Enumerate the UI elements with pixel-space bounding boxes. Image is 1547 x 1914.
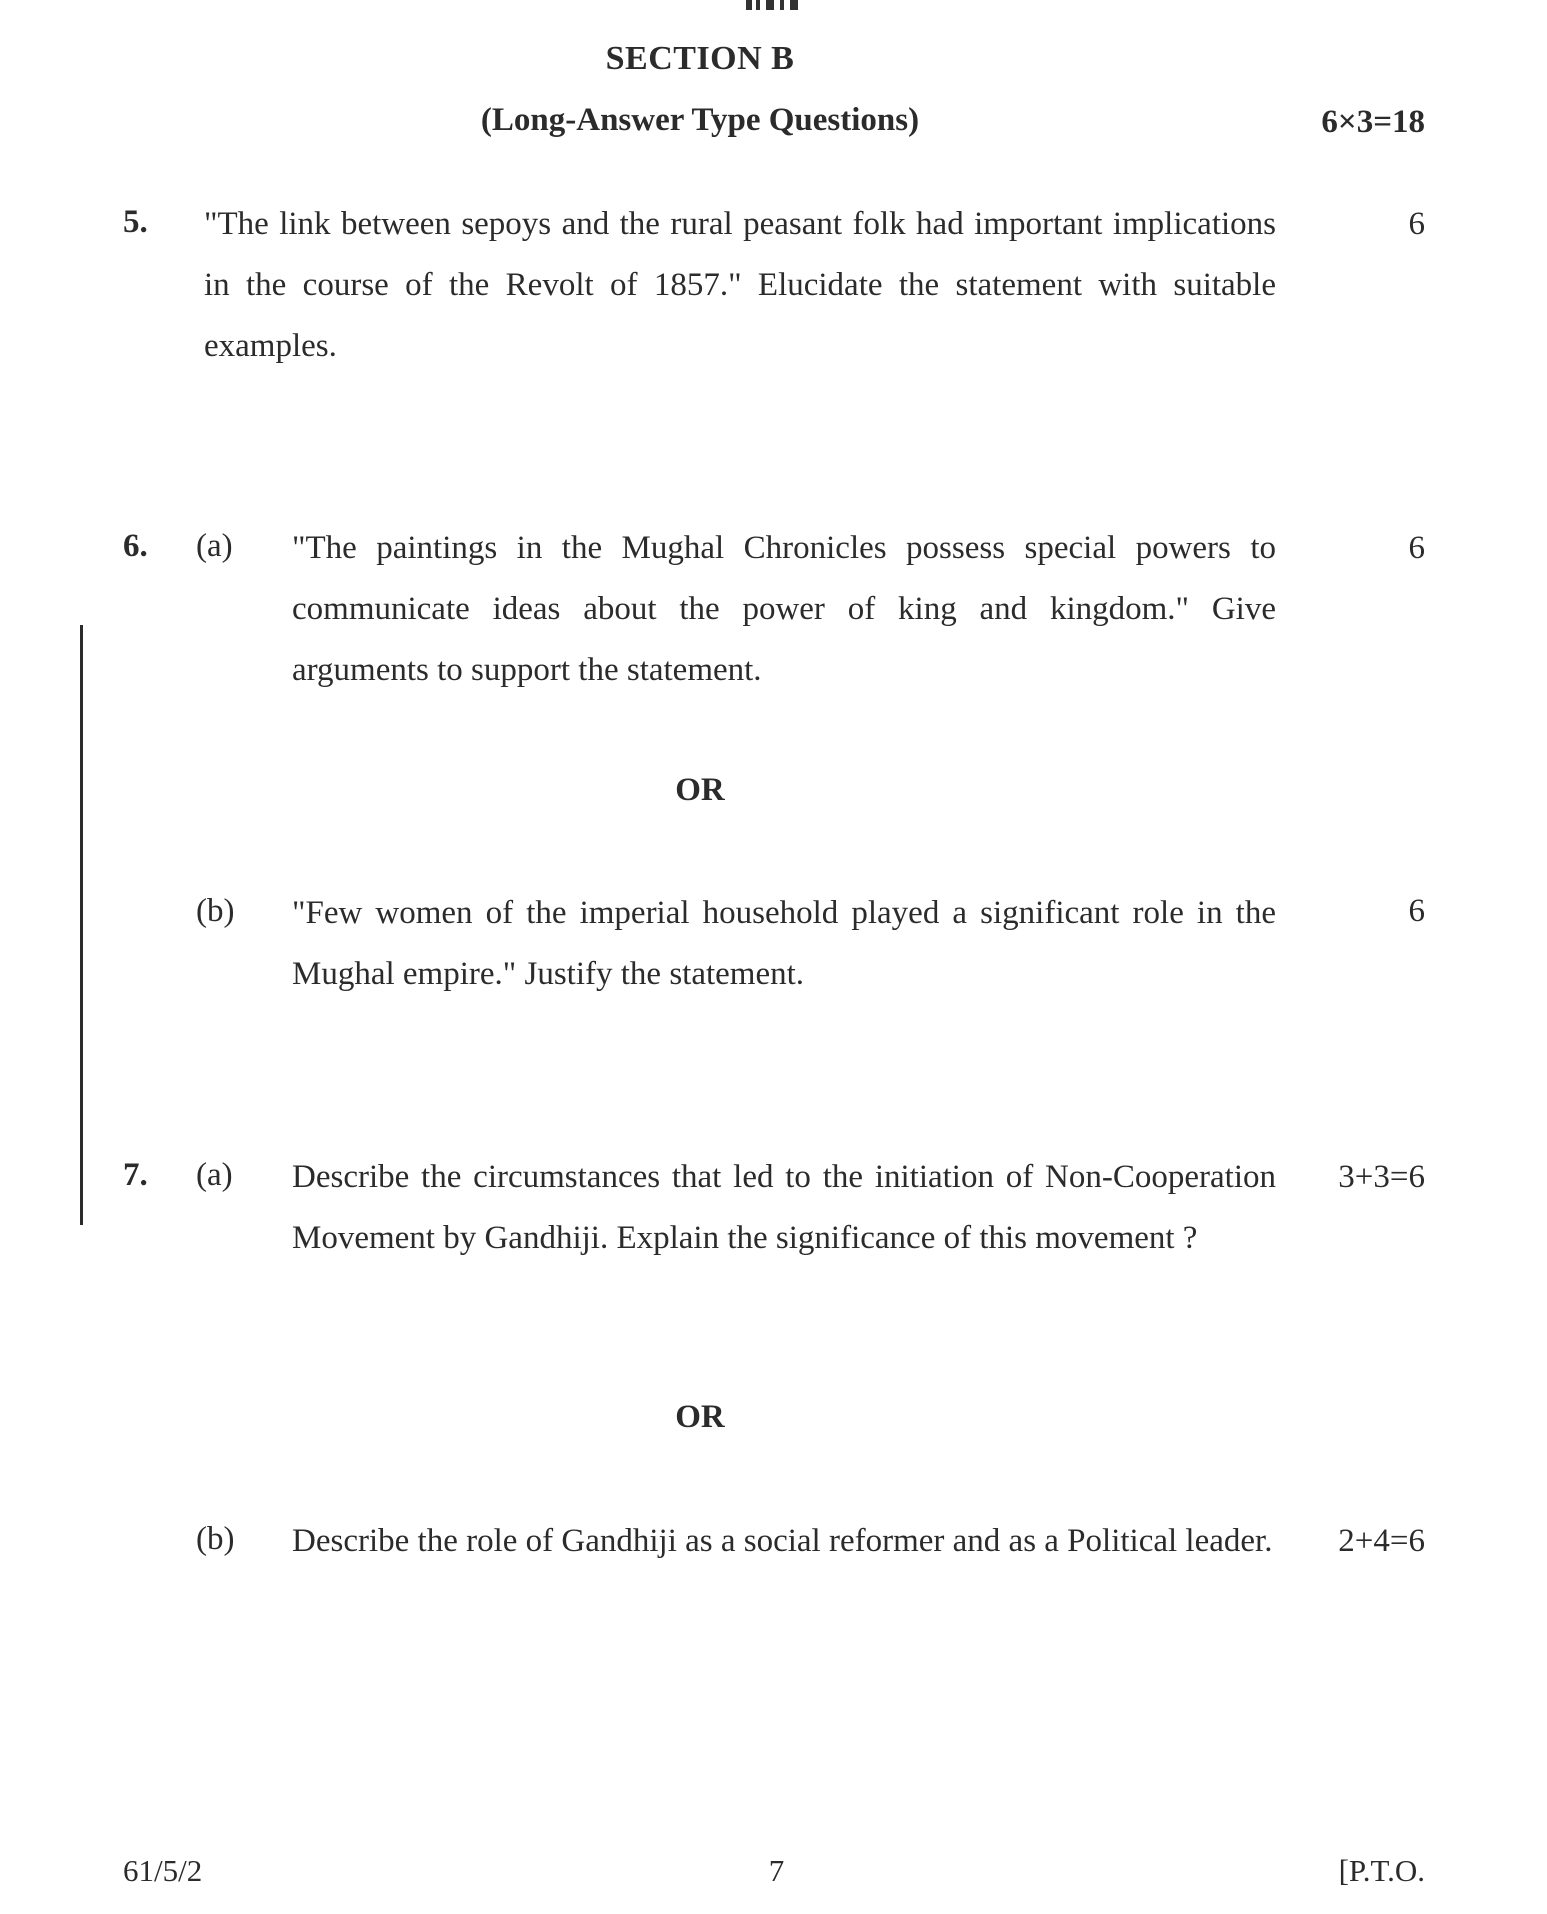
- question-7a-text: Describe the circumstances that led to the initiation of Non-Cooperation Movement by Gandhiji. Explain the significance of this movement ?: [292, 1159, 1276, 1256]
- qr-code-fragment: [746, 0, 804, 10]
- question-7b-marks: 2+4=6: [1338, 1523, 1425, 1559]
- question-6-number: 6.: [123, 528, 148, 564]
- question-6-or: OR: [675, 772, 725, 808]
- please-turn-over: [P.T.O.: [1338, 1853, 1425, 1888]
- question-5-text: "The link between sepoys and the rural peasant folk had important implications in the course of the Revolt of 1857." Elucidate the statement with suitable examples.: [204, 206, 1276, 364]
- question-7-number: 7.: [123, 1157, 148, 1193]
- question-7a-label: (a): [196, 1157, 233, 1193]
- question-6b-label: (b): [196, 893, 235, 929]
- question-7b-label: (b): [196, 1521, 235, 1557]
- page-number: 7: [768, 1853, 785, 1888]
- question-6b-text: "Few women of the imperial household played a significant role in the Mughal empire." Justify the statement.: [292, 895, 1276, 992]
- question-6a-marks: 6: [1408, 530, 1425, 566]
- question-7b-text: Describe the role of Gandhiji as a social reformer and as a Political leader.: [292, 1523, 1273, 1559]
- question-7-or: OR: [675, 1399, 725, 1435]
- section-marks: 6×3=18: [1321, 104, 1425, 140]
- question-6a-text: "The paintings in the Mughal Chronicles possess special powers to communicate ideas about the power of king and kingdom." Give arguments to support the statement.: [292, 530, 1276, 688]
- section-title: SECTION B: [605, 40, 795, 77]
- question-5-marks: 6: [1408, 206, 1425, 242]
- question-6a-label: (a): [196, 528, 233, 564]
- question-6b-marks: 6: [1408, 893, 1425, 929]
- paper-code: 61/5/2: [123, 1853, 203, 1888]
- section-subtitle: (Long-Answer Type Questions): [480, 102, 920, 138]
- question-5-number: 5.: [123, 204, 148, 240]
- question-7a-marks: 3+3=6: [1338, 1159, 1425, 1195]
- margin-change-bar: [80, 625, 83, 1225]
